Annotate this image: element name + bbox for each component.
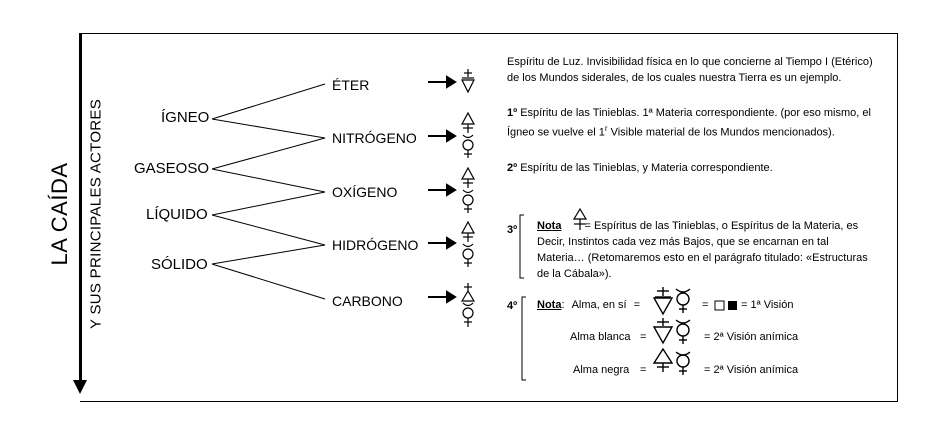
black-square-icon (728, 301, 737, 310)
alma-negra-label: Alma negra (573, 364, 630, 376)
hydrogen-symbol-icon (462, 222, 474, 267)
vision-2a: = 2ª Visión anímica (704, 331, 799, 343)
oxigeno-description: 2º Espíritu de las Tinieblas, y Materia correspondiente. (507, 162, 773, 174)
vision-1: = 1ª Visión (741, 299, 794, 311)
bracket-3 (520, 215, 524, 278)
element-hidrogeno: HIDRÓGENO (332, 237, 419, 253)
arrow-icons (428, 77, 455, 302)
alma-blanca-eq: = (640, 331, 647, 343)
number-3: 3º (507, 224, 518, 236)
element-nitrogeno: NITRÓGENO (332, 130, 417, 146)
eq-squares: = (702, 299, 709, 311)
ether-symbol-icon (462, 69, 474, 92)
state-gaseoso: GASEOSO (134, 160, 210, 177)
nitrogeno-description: 1º Espíritu de las Tinieblas. 1ª Materia correspondiente. (por eso mismo, el Ígneo se vuelve el 1$^r$ Visible material de los Mundos mencionados). (507, 107, 871, 139)
nota-4-label: Nota: Alma, en sí = (537, 299, 641, 311)
state-liquido: LÍQUIDO (146, 206, 208, 223)
alma-negra-symbol-icon (654, 349, 690, 375)
diagram-title: LA CAÍDA (47, 162, 72, 266)
carbon-symbol-icon (462, 283, 474, 327)
alma-en-si-symbol-icon (654, 287, 690, 314)
white-square-icon (715, 301, 724, 310)
state-igneo: ÍGNEO (161, 109, 210, 126)
alma-negra-eq: = (640, 364, 647, 376)
number-4: 4º (507, 300, 518, 312)
alma-blanca-label: Alma blanca (570, 331, 631, 343)
state-solido: SÓLIDO (151, 256, 208, 273)
diagram-subtitle: Y SUS PRINCIPALES ACTORES (87, 98, 105, 330)
nitrogen-symbol-icon (462, 113, 474, 158)
alma-blanca-symbol-icon (654, 318, 690, 344)
element-oxigeno: OXÍGENO (332, 184, 398, 200)
oxygen-symbol-icon (462, 168, 474, 213)
element-eter: ÉTER (332, 77, 370, 93)
element-carbono: CARBONO (332, 293, 403, 309)
nota-3-description: Nota = Espíritus de las Tinieblas, o Espíritus de la Materia, es Decir, Instintos cada vez más Bajos, que se encarnan en tal Materia… (Retomaremos esto en el parágrafo titulado: «Estructuras de la Cábala»). (537, 220, 868, 280)
eter-description: Espíritu de Luz. Invisibilidad física en lo que concierne al Tiempo I (Etérico) de los Mundos siderales, de los cuales nuestra Tierra es un ejemplo. (507, 56, 873, 84)
bracket-4 (522, 297, 526, 380)
vision-2b: = 2ª Visión anímica (704, 364, 799, 376)
